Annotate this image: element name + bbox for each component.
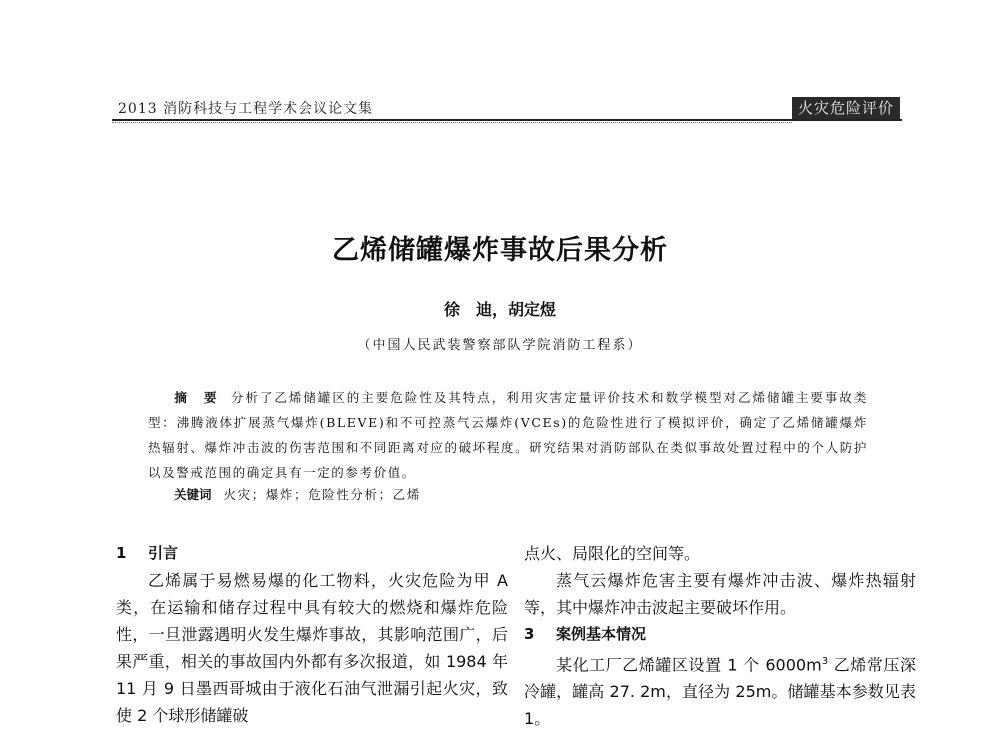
paper-authors: 徐 迪，胡定煜 <box>443 300 556 319</box>
right-column <box>524 540 916 732</box>
continued-text: 点火、局限化的空间等。 <box>524 544 701 563</box>
header-rule-dotted <box>112 122 792 123</box>
abstract-label: 摘 要 <box>174 390 223 405</box>
left-column <box>116 540 508 729</box>
vce-paragraph: 蒸气云爆炸危害主要有爆炸冲击波、爆炸热辐射等，其中爆炸冲击波起主要破坏作用。 <box>524 571 916 617</box>
keywords <box>174 485 421 503</box>
running-head-title: 2013 消防科技与工程学术会议论文集 <box>118 101 374 117</box>
section-badge: 火灾危险评价 <box>792 97 900 119</box>
section-heading-introduction: 1 引言 <box>116 544 179 562</box>
abstract-text: 分析了乙烯储罐区的主要危险性及其特点，利用灾害定量评价技术和数学模型对乙烯储罐主要事故类型：沸腾液体扩展蒸气爆炸(BLEVE)和不可控蒸气云爆炸(VCEs)的危险性进行了模拟评价，确定了乙烯储罐爆炸热辐射、爆炸冲击波的伤害范围和不同距离对应的破坏程度。研究结果对消防部队在类似事故处置过程中的个人防护以及警戒范围的确定具有一定的参考价值。 <box>148 390 868 480</box>
keywords-label: 关键词 <box>174 487 212 502</box>
paper-affiliation: （中国人民武装警察部队学院消防工程系） <box>357 338 643 353</box>
intro-paragraph: 乙烯属于易燃易爆的化工物料，火灾危险为甲 A 类，在运输和储存过程中具有较大的燃烧和爆炸危险性，一旦泄露遇明火发生爆炸事故，其影响范围广，后果严重，相关的事故国内外都有多次报道，如 1984 年 11 月 9 日墨西哥城由于液化石油气泄漏引起火灾，致使 2 个球形储罐破 <box>116 571 508 725</box>
header-rule <box>112 119 902 121</box>
abstract <box>148 385 868 485</box>
paper-title: 乙烯储罐爆炸事故后果分析 <box>332 235 668 266</box>
section-heading-case: 3 案例基本情况 <box>524 625 647 643</box>
keywords-text: 火灾；爆炸；危险性分析；乙烯 <box>223 487 421 502</box>
case-paragraph: 某化工厂乙烯罐区设置 1 个 $6000m^3$ 乙烯常压深冷罐，罐高 27. 2m，直径为 25m。储罐基本参数见表 1。 <box>524 655 916 729</box>
